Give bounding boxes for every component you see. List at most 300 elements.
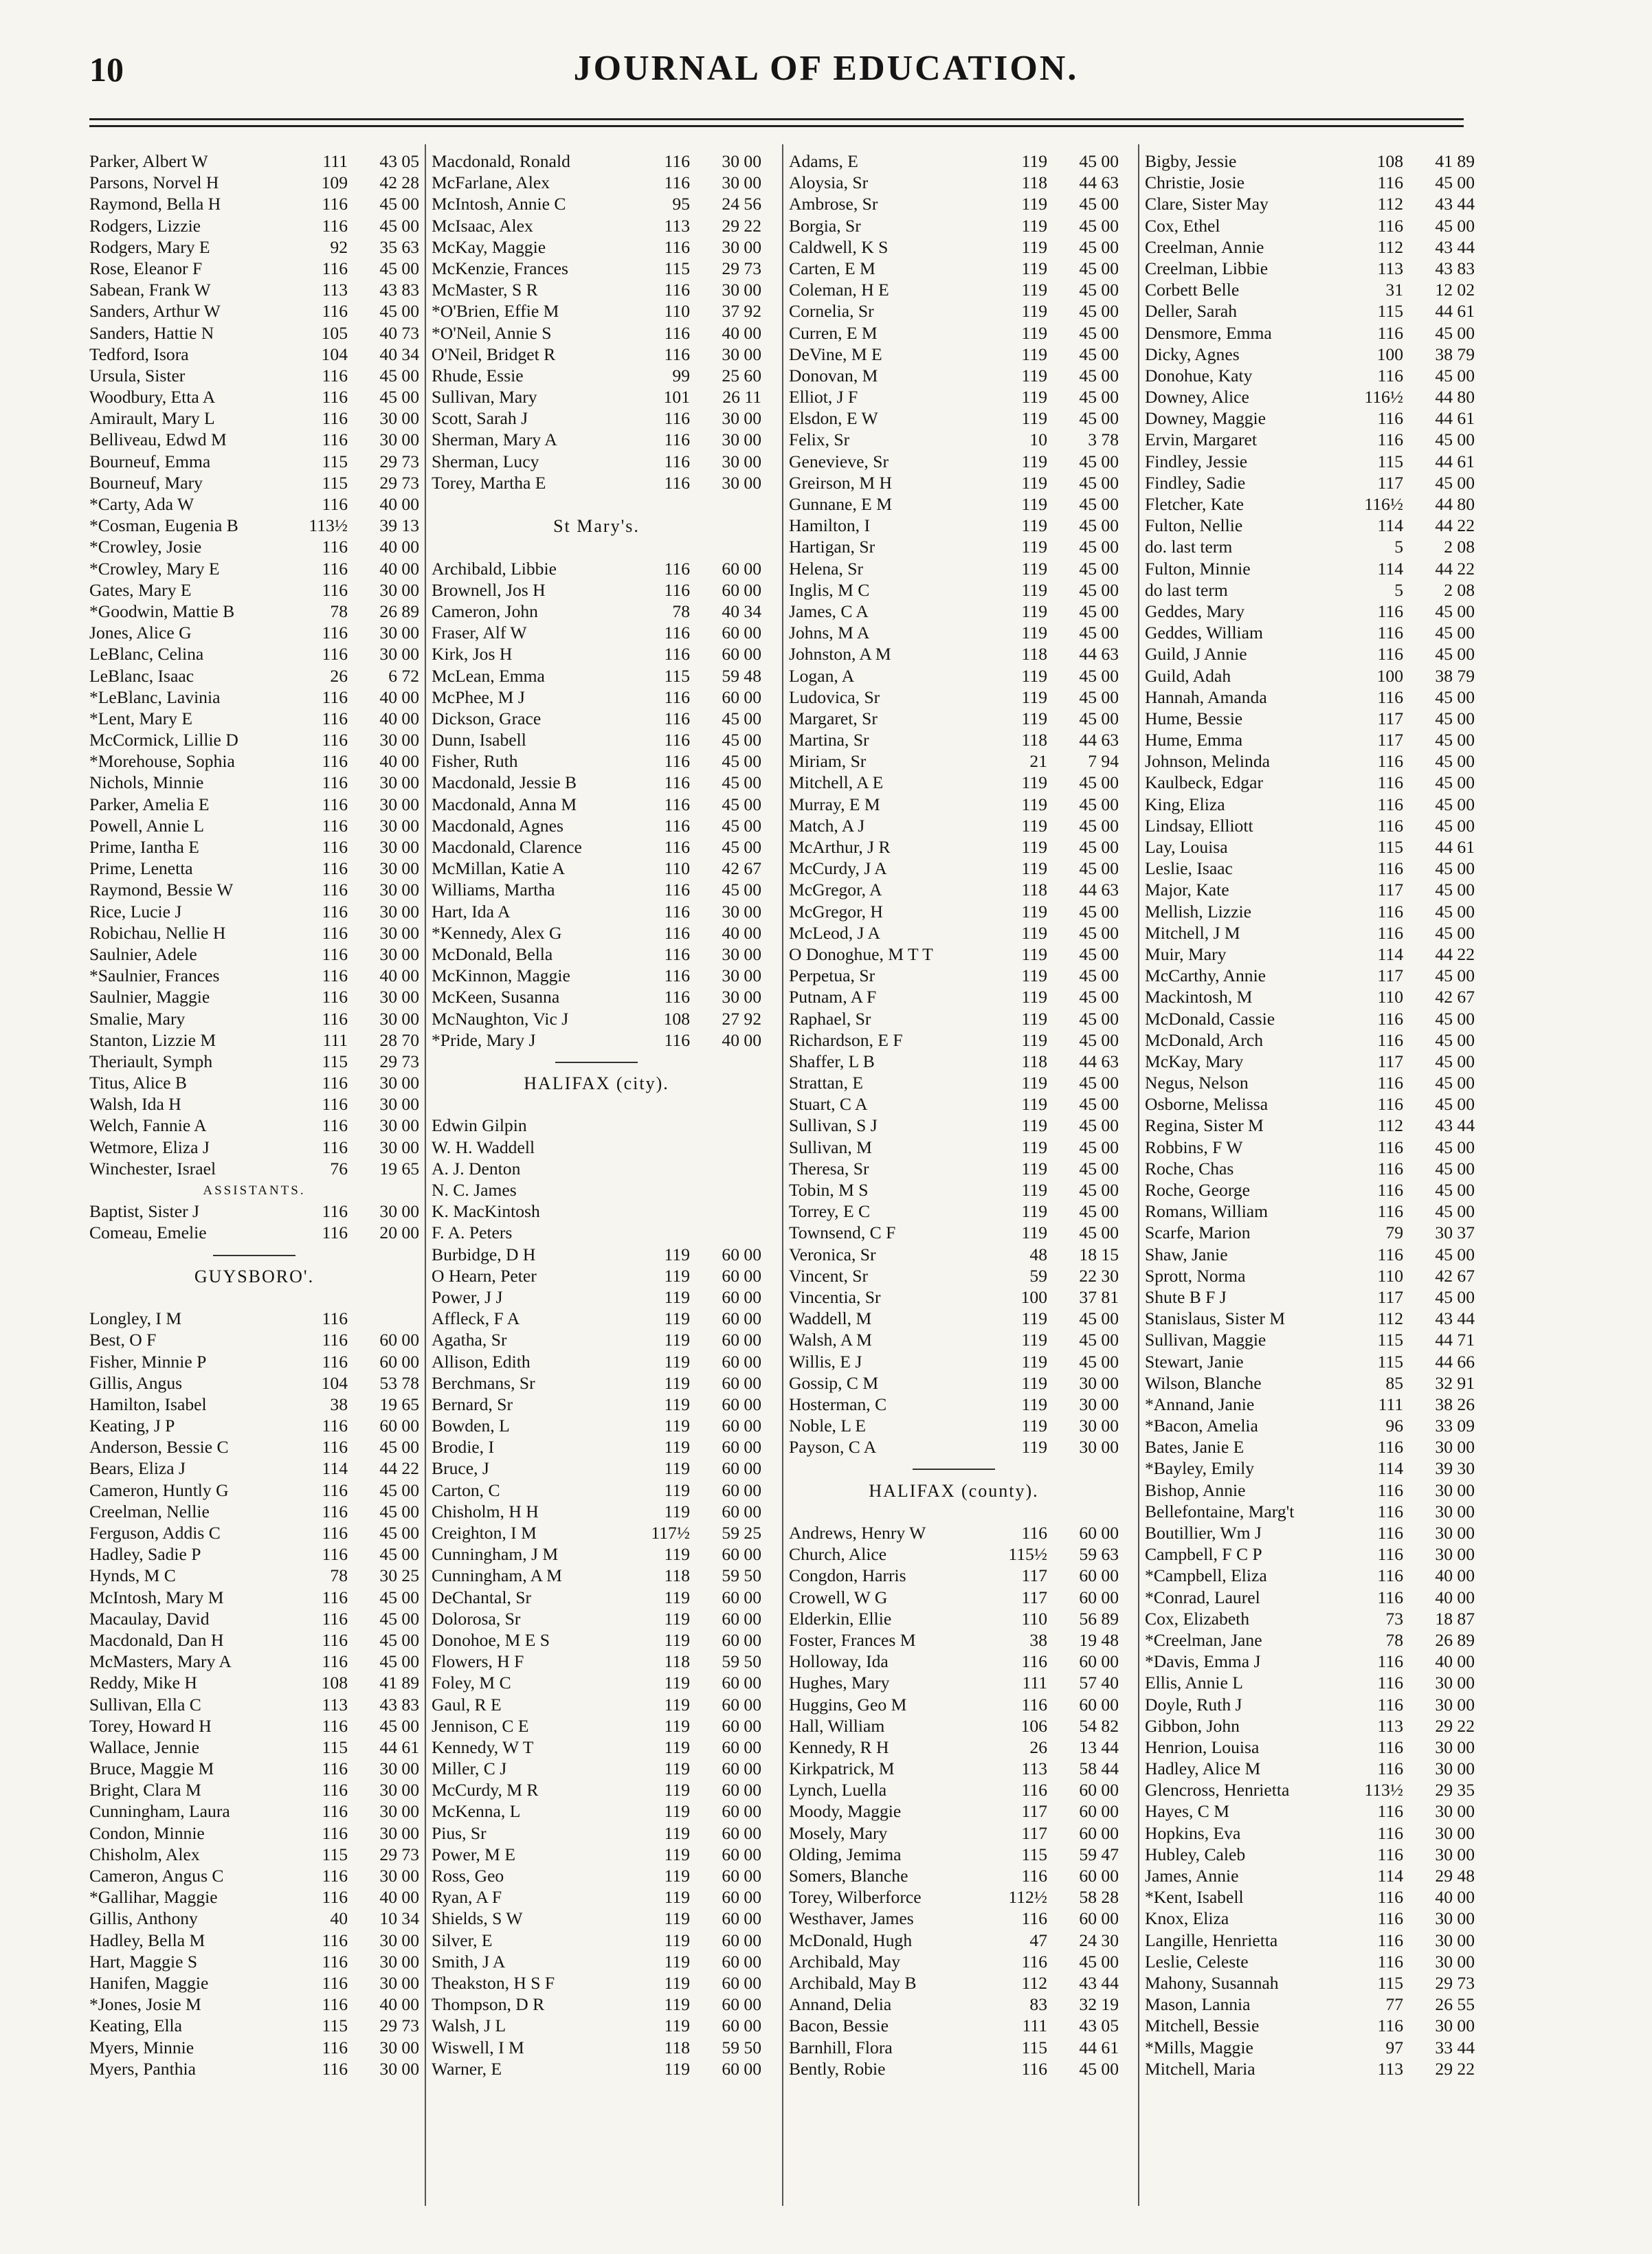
grant-amount: 30 00	[379, 1951, 419, 1972]
grant-amount: 45 00	[1079, 1308, 1119, 1329]
teacher-name: Boutillier, Wm J	[1145, 1523, 1262, 1543]
teacher-name: Theakston, H S F	[432, 1972, 555, 1993]
days-taught: 116	[1377, 1587, 1403, 1607]
list-item	[89, 387, 419, 408]
grant-amount: 45 00	[722, 730, 761, 750]
teacher-name: Hart, Ida A	[432, 901, 511, 922]
grant-amount: 40 00	[1435, 1651, 1475, 1672]
teacher-name: Condon, Minnie	[89, 1822, 205, 1843]
list-item	[432, 794, 761, 816]
teacher-name: N. C. James	[432, 1180, 517, 1200]
list-item	[789, 1159, 1119, 1180]
days-taught: 117	[1377, 1286, 1403, 1307]
grant-amount: 60 00	[722, 1544, 761, 1565]
list-item	[89, 216, 419, 237]
days-taught: 114	[1377, 944, 1403, 964]
list-item	[789, 1930, 1119, 1952]
grant-amount: 30 00	[722, 236, 761, 257]
list-item	[432, 237, 761, 258]
list-item	[89, 902, 419, 923]
list-item	[789, 708, 1119, 730]
days-taught: 116	[322, 1416, 348, 1436]
teacher-name: Aloysia, Sr	[789, 172, 869, 193]
days-taught: 119	[664, 1887, 690, 1908]
teacher-name: Macdonald, Ronald	[432, 151, 570, 171]
list-item	[789, 1308, 1119, 1330]
teacher-name: Shaw, Janie	[1145, 1244, 1228, 1264]
grant-amount: 45 00	[1079, 2058, 1119, 2079]
list-item	[789, 366, 1119, 387]
grant-amount: 41 89	[1435, 151, 1475, 171]
list-item	[89, 687, 419, 708]
teacher-name: Carton, C	[432, 1480, 500, 1500]
grant-amount: 45 00	[1079, 215, 1119, 236]
days-taught: 99	[672, 365, 690, 386]
days-taught: 118	[664, 2037, 690, 2057]
list-item	[89, 1480, 419, 1502]
teacher-name: Findley, Sadie	[1145, 472, 1246, 493]
grant-amount: 45 00	[1435, 1201, 1475, 1222]
days-taught: 116	[322, 1887, 348, 1908]
list-item	[789, 1051, 1119, 1073]
list-item	[89, 1330, 419, 1351]
days-taught: 116	[664, 837, 690, 857]
list-item	[1145, 194, 1475, 215]
days-taught: 116	[322, 365, 348, 386]
grant-amount: 60 00	[379, 1351, 419, 1372]
days-taught: 116	[322, 623, 348, 643]
days-taught: 116	[664, 623, 690, 643]
teacher-name: Cameron, Angus C	[89, 1866, 224, 1886]
list-item	[789, 1073, 1119, 1094]
teacher-name: Romans, William	[1145, 1201, 1269, 1222]
grant-amount: 29 73	[379, 472, 419, 493]
list-item	[89, 644, 419, 665]
list-item	[89, 1695, 419, 1716]
list-item	[1145, 1565, 1475, 1587]
grant-amount: 59 25	[722, 1523, 761, 1543]
days-taught: 116	[322, 1629, 348, 1650]
list-item	[432, 623, 761, 644]
grant-amount: 45 00	[1079, 1029, 1119, 1050]
teacher-name: Roche, George	[1145, 1180, 1251, 1200]
list-item	[432, 966, 761, 987]
grant-amount: 39 30	[1435, 1458, 1475, 1479]
teacher-name: Archibald, May B	[789, 1972, 917, 1993]
list-item	[432, 1180, 761, 1201]
grant-amount: 60 00	[722, 1780, 761, 1800]
teacher-name: Baptist, Sister J	[89, 1201, 199, 1222]
list-item	[1145, 408, 1475, 429]
days-taught: 119	[1021, 215, 1047, 236]
teacher-name: McDonald, Arch	[1145, 1029, 1264, 1050]
teacher-name: Berchmans, Sr	[432, 1372, 535, 1393]
list-item	[1145, 1994, 1475, 2016]
days-taught: 116	[322, 987, 348, 1007]
grant-amount: 30 00	[722, 344, 761, 364]
teacher-name: Amirault, Mary L	[89, 408, 215, 429]
grant-amount: 60 00	[722, 1265, 761, 1286]
teacher-name: Chisholm, H H	[432, 1501, 539, 1521]
list-item	[432, 1458, 761, 1480]
grant-amount: 40 00	[1435, 1587, 1475, 1607]
teacher-name: Ursula, Sister	[89, 365, 186, 386]
list-item	[1145, 1159, 1475, 1180]
grant-amount: 45 00	[1079, 794, 1119, 814]
list-item	[1145, 708, 1475, 730]
grant-amount: 45 00	[379, 1437, 419, 1458]
section-divider	[789, 1458, 1119, 1480]
grant-amount: 45 00	[1435, 858, 1475, 879]
teacher-name: Hadley, Bella M	[89, 1930, 205, 1950]
grant-amount: 60 00	[722, 1308, 761, 1329]
grant-amount: 60 00	[722, 1930, 761, 1950]
teacher-name: Hynds, M C	[89, 1565, 176, 1586]
list-item	[89, 923, 419, 944]
teacher-name: Congdon, Harris	[789, 1565, 906, 1586]
list-item	[1145, 1480, 1475, 1502]
days-taught: 119	[664, 1437, 690, 1458]
days-taught: 115	[322, 451, 348, 471]
teacher-name: McDonald, Cassie	[1145, 1008, 1275, 1029]
days-taught: 116	[664, 579, 690, 600]
teacher-name: Macaulay, David	[89, 1608, 210, 1629]
grant-amount: 30 00	[1435, 2016, 1475, 2036]
teacher-name: W. H. Waddell	[432, 1137, 535, 1157]
list-item	[432, 923, 761, 944]
teacher-name: Welch, Fannie A	[89, 1115, 207, 1136]
grant-amount: 30 00	[379, 880, 419, 900]
teacher-name: Wilson, Blanche	[1145, 1372, 1262, 1393]
days-taught: 112	[1377, 1115, 1403, 1136]
grant-amount: 45 00	[379, 387, 419, 408]
teacher-name: Christie, Josie	[1145, 172, 1245, 193]
list-item	[89, 237, 419, 258]
list-item	[89, 2038, 419, 2059]
teacher-name: Keating, J P	[89, 1416, 175, 1436]
teacher-name: Barnhill, Flora	[789, 2037, 893, 2057]
grant-amount: 44 63	[1079, 172, 1119, 193]
days-taught: 116	[322, 1201, 348, 1222]
teacher-name: Roche, Chas	[1145, 1158, 1234, 1179]
teacher-name: Foster, Frances M	[789, 1629, 916, 1650]
grant-amount: 30 00	[379, 944, 419, 964]
teacher-name: Rodgers, Mary E	[89, 236, 210, 257]
list-item	[89, 1352, 419, 1373]
grant-amount: 42 67	[722, 858, 761, 879]
grant-amount: 24 30	[1079, 1930, 1119, 1950]
list-item	[789, 1137, 1119, 1159]
grant-amount: 60 00	[379, 1416, 419, 1436]
list-item	[789, 172, 1119, 194]
list-item	[1145, 216, 1475, 237]
list-item	[432, 1609, 761, 1630]
grant-amount: 45 00	[1079, 858, 1119, 879]
teacher-name: Findley, Jessie	[1145, 451, 1248, 471]
grant-amount: 45 00	[1435, 601, 1475, 621]
days-taught: 116	[1377, 794, 1403, 814]
days-taught: 100	[1376, 665, 1403, 686]
days-taught: 116	[664, 966, 690, 986]
days-taught: 119	[664, 1394, 690, 1414]
grant-amount: 30 00	[379, 429, 419, 450]
teacher-name: Hosterman, C	[789, 1394, 887, 1414]
teacher-name: Hannah, Amanda	[1145, 687, 1267, 707]
teacher-name: McKay, Mary	[1145, 1051, 1244, 1071]
days-taught: 113½	[1364, 1780, 1403, 1800]
list-item	[789, 408, 1119, 429]
teacher-name: Smith, J A	[432, 1951, 506, 1972]
grant-amount: 60 00	[722, 1759, 761, 1779]
days-taught: 111	[322, 1029, 348, 1050]
list-item	[89, 1609, 419, 1630]
grant-amount: 30 00	[379, 2058, 419, 2079]
teacher-name: Archibald, May	[789, 1951, 901, 1972]
list-item	[1145, 366, 1475, 387]
list-item	[89, 344, 419, 366]
teacher-name: Gibbon, John	[1145, 1715, 1240, 1736]
teacher-name: Raphael, Sr	[789, 1008, 871, 1029]
teacher-name: Theriault, Symph	[89, 1051, 213, 1071]
days-taught: 116	[1377, 1951, 1403, 1972]
days-taught: 116	[1377, 1029, 1403, 1050]
teacher-name: McIsaac, Alex	[432, 215, 533, 236]
grant-amount: 38 79	[1435, 665, 1475, 686]
list-item	[789, 644, 1119, 665]
days-taught: 119	[1021, 1115, 1047, 1136]
days-taught: 116	[322, 944, 348, 964]
list-item	[1145, 1544, 1475, 1565]
days-taught: 116	[1377, 1008, 1403, 1029]
days-taught: 95	[672, 194, 690, 214]
list-item	[1145, 1223, 1475, 1244]
grant-amount: 45 00	[722, 837, 761, 857]
grant-amount: 45 00	[1079, 837, 1119, 857]
teacher-name: Bates, Janie E	[1145, 1437, 1244, 1458]
days-taught: 78	[330, 601, 348, 621]
grant-amount: 45 00	[379, 1587, 419, 1607]
teacher-name: *Goodwin, Mattie B	[89, 601, 235, 621]
teacher-name: Donohue, Katy	[1145, 365, 1253, 386]
grant-amount: 60 00	[722, 2016, 761, 2036]
days-taught: 119	[1021, 1073, 1047, 1093]
days-taught: 116	[322, 1437, 348, 1458]
days-taught: 114	[1377, 1458, 1403, 1479]
teacher-name: *Saulnier, Frances	[89, 966, 220, 986]
grant-amount: 45 00	[1079, 365, 1119, 386]
days-taught: 113	[1377, 258, 1403, 278]
teacher-name: Mitchell, Maria	[1145, 2058, 1255, 2079]
teacher-name: Campbell, F C P	[1145, 1544, 1262, 1565]
days-taught: 119	[1021, 494, 1047, 514]
days-taught: 115	[1021, 2037, 1047, 2057]
grant-amount: 10 34	[379, 1908, 419, 1929]
grant-amount: 45 00	[379, 1501, 419, 1521]
teacher-name: McFarlane, Alex	[432, 172, 550, 193]
grant-amount: 43 44	[1435, 1308, 1475, 1329]
days-taught: 115	[1021, 1844, 1047, 1864]
list-item	[1145, 1458, 1475, 1480]
teacher-name: Huggins, Geo M	[789, 1694, 907, 1715]
list-item	[89, 451, 419, 473]
teacher-name: Burbidge, D H	[432, 1244, 536, 1264]
teacher-name: Myers, Panthia	[89, 2058, 196, 2079]
teacher-name: McCarthy, Annie	[1145, 966, 1266, 986]
grant-amount: 60 00	[722, 1673, 761, 1693]
days-taught: 119	[1021, 966, 1047, 986]
teacher-name: Sanders, Hattie N	[89, 322, 214, 343]
list-item	[789, 194, 1119, 215]
teacher-name: McDonald, Hugh	[789, 1930, 913, 1950]
days-taught: 116	[664, 408, 690, 429]
grant-amount: 13 44	[1079, 1737, 1119, 1757]
grant-amount: 45 00	[1435, 772, 1475, 793]
grant-amount: 60 00	[722, 1629, 761, 1650]
grant-amount: 44 63	[1079, 730, 1119, 750]
list-item	[89, 494, 419, 515]
list-item	[789, 923, 1119, 944]
list-item	[1145, 601, 1475, 623]
grant-amount: 45 00	[1435, 1180, 1475, 1200]
days-taught: 116	[322, 880, 348, 900]
teacher-name: Power, M E	[432, 1844, 515, 1864]
list-item	[89, 1973, 419, 1994]
list-item	[789, 1544, 1119, 1565]
teacher-name: Walsh, J L	[432, 2016, 506, 2036]
grant-amount: 43 83	[379, 1694, 419, 1715]
list-item	[432, 408, 761, 429]
teacher-name: Cunningham, J M	[432, 1544, 559, 1565]
grant-amount: 45 00	[1435, 1008, 1475, 1029]
grant-amount: 19 65	[379, 1158, 419, 1179]
grant-amount: 44 63	[1079, 1051, 1119, 1071]
teacher-name: Anderson, Bessie C	[89, 1437, 229, 1458]
section-heading: St Mary's.	[553, 516, 640, 537]
days-taught: 117½	[651, 1523, 690, 1543]
teacher-name: Creelman, Libbie	[1145, 258, 1269, 278]
days-taught: 119	[1021, 901, 1047, 922]
grant-amount: 30 00	[379, 579, 419, 600]
days-taught: 119	[664, 1694, 690, 1715]
days-taught: 114	[1377, 558, 1403, 579]
days-taught: 116	[1377, 1201, 1403, 1222]
grant-amount: 40 00	[379, 494, 419, 514]
teacher-name: Payson, C A	[789, 1437, 877, 1458]
list-item	[89, 858, 419, 880]
list-item	[789, 1009, 1119, 1030]
teacher-name: Church, Alice	[789, 1544, 887, 1565]
grant-amount: 30 00	[1435, 1951, 1475, 1972]
list-item	[89, 987, 419, 1008]
list-item	[432, 1330, 761, 1351]
days-taught: 119	[664, 1866, 690, 1886]
list-item	[432, 1480, 761, 1502]
days-taught: 115	[1377, 1330, 1403, 1350]
list-item	[89, 1394, 419, 1416]
grant-amount: 30 00	[379, 1094, 419, 1115]
teacher-name: Sanders, Arthur W	[89, 301, 221, 322]
grant-amount: 30 00	[1435, 1844, 1475, 1864]
teacher-name: Veronica, Sr	[789, 1244, 876, 1264]
grant-amount: 45 00	[1079, 408, 1119, 429]
days-taught: 116	[322, 1480, 348, 1500]
teacher-name: Shute B F J	[1145, 1286, 1227, 1307]
days-taught: 117	[1021, 1565, 1047, 1586]
days-taught: 73	[1385, 1608, 1403, 1629]
teacher-name: Kennedy, R H	[789, 1737, 889, 1757]
list-item	[789, 1523, 1119, 1544]
grant-amount: 60 00	[1079, 1651, 1119, 1672]
grant-amount: 30 00	[722, 944, 761, 964]
grant-amount: 60 00	[722, 1501, 761, 1521]
grant-amount: 60 00	[722, 1330, 761, 1350]
grant-amount: 19 48	[1079, 1629, 1119, 1650]
teacher-name: *O'Neil, Annie S	[432, 322, 552, 343]
grant-amount: 45 00	[1079, 966, 1119, 986]
grant-amount: 42 28	[379, 172, 419, 193]
teacher-name: Holloway, Ida	[789, 1651, 889, 1672]
teacher-name: *Bacon, Amelia	[1145, 1416, 1258, 1436]
grant-amount: 45 00	[1435, 687, 1475, 707]
days-taught: 118	[1021, 730, 1047, 750]
grant-amount: 45 00	[379, 1608, 419, 1629]
days-taught: 116	[322, 429, 348, 450]
grant-amount: 45 00	[1435, 365, 1475, 386]
teacher-name: Borgia, Sr	[789, 215, 861, 236]
days-taught: 116	[322, 815, 348, 836]
list-item	[89, 1994, 419, 2016]
teacher-name: Cunningham, A M	[432, 1565, 562, 1586]
list-item	[789, 1394, 1119, 1416]
teacher-name: Mitchell, J M	[1145, 922, 1240, 943]
teacher-name: Hamilton, I	[789, 515, 870, 536]
teacher-name: McKenzie, Frances	[432, 258, 568, 278]
days-taught: 116	[322, 2037, 348, 2057]
list-item	[89, 816, 419, 837]
teacher-name: Hanifen, Maggie	[89, 1972, 209, 1993]
days-taught: 116	[322, 579, 348, 600]
days-taught: 113	[1377, 1715, 1403, 1736]
teacher-name: Hughes, Mary	[789, 1673, 890, 1693]
list-item	[432, 1030, 761, 1051]
teacher-name: McIntosh, Annie C	[432, 194, 566, 214]
teacher-name: Kennedy, W T	[432, 1737, 534, 1757]
list-item	[789, 151, 1119, 172]
list-item	[89, 1801, 419, 1822]
days-taught: 116	[664, 429, 690, 450]
days-taught: 116	[1377, 901, 1403, 922]
teacher-name: Tedford, Isora	[89, 344, 189, 364]
days-taught: 119	[664, 1286, 690, 1307]
list-item	[789, 666, 1119, 687]
grant-amount: 30 00	[379, 623, 419, 643]
teacher-name: Bourneuf, Emma	[89, 451, 211, 471]
days-taught: 119	[1021, 1029, 1047, 1050]
teacher-name: Moody, Maggie	[789, 1801, 902, 1822]
list-item	[1145, 1330, 1475, 1351]
grant-amount: 45 00	[1079, 558, 1119, 579]
teacher-name: McCurdy, M R	[432, 1780, 539, 1800]
teacher-name: Gossip, C M	[789, 1372, 879, 1393]
grant-amount: 45 00	[1435, 1158, 1475, 1179]
days-taught: 113	[1021, 1759, 1047, 1779]
list-item	[432, 1780, 761, 1801]
list-item	[1145, 623, 1475, 644]
grant-amount: 45 00	[379, 1651, 419, 1672]
list-item	[789, 451, 1119, 473]
teacher-name: O Donoghue, M T T	[789, 944, 933, 964]
days-taught: 116	[1377, 1737, 1403, 1757]
